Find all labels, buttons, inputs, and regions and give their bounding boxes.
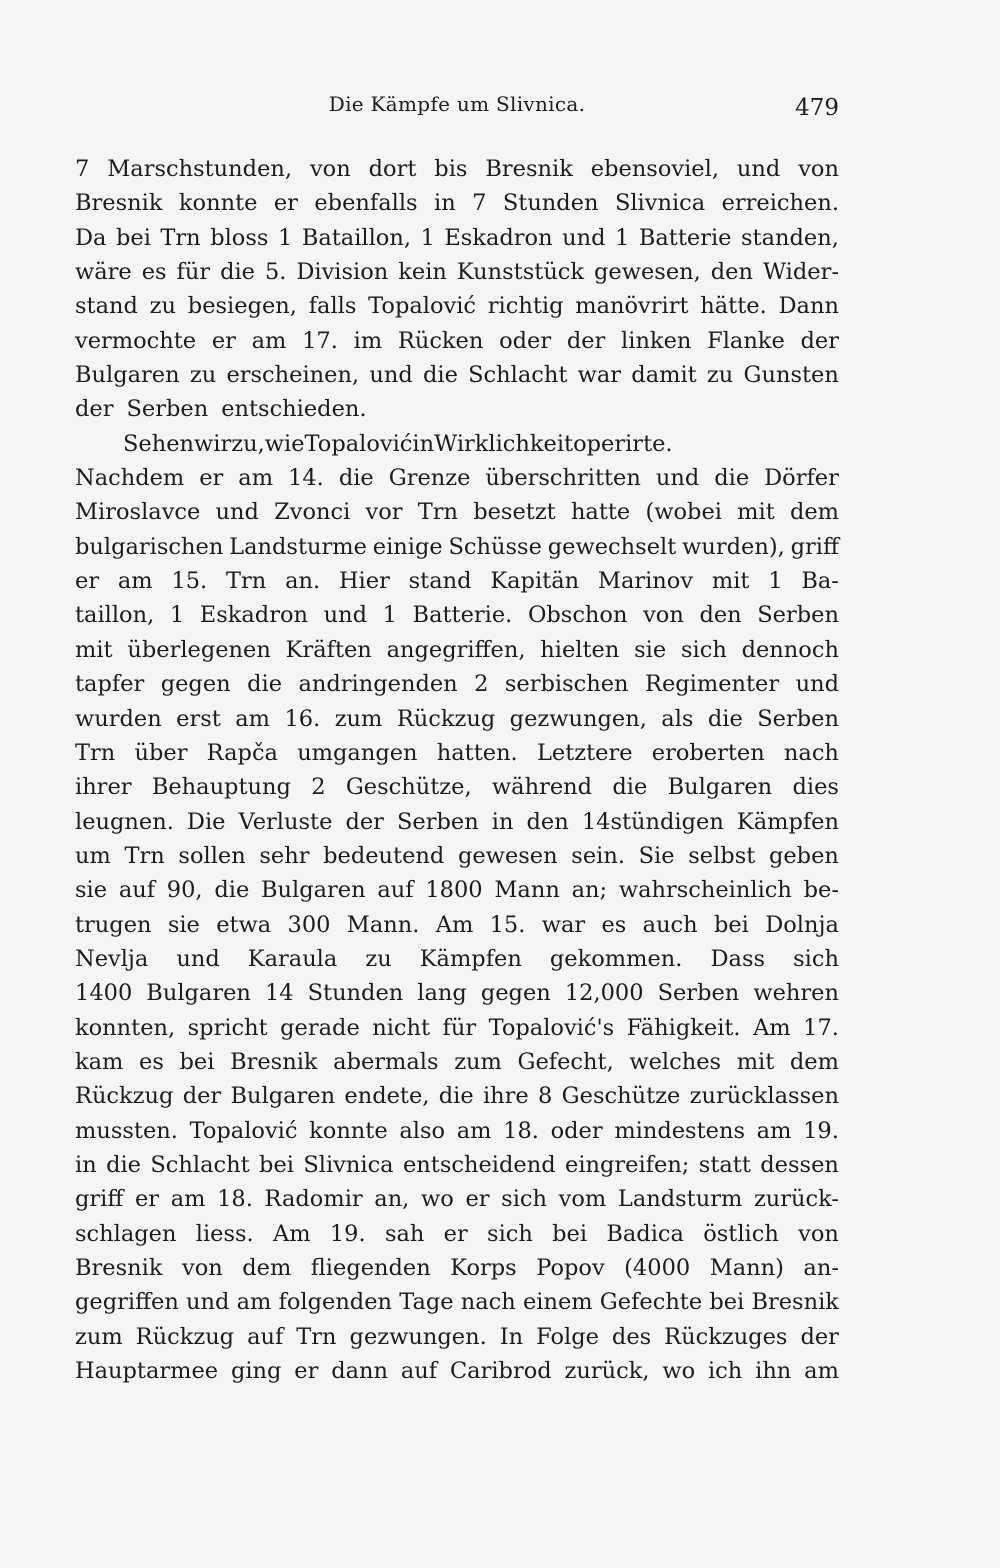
text-line: er am 15. Trn an. Hier stand Kapitän Marinov mit 1 Ba- bbox=[75, 568, 839, 595]
text-line: Nevlja und Karaula zu Kämpfen gekommen. Dass sich bbox=[75, 945, 839, 972]
text-line: Bresnik konnte er ebenfalls in 7 Stunden Slivnica erreichen. bbox=[75, 190, 839, 217]
text-line: in die Schlacht bei Slivnica entscheidend eingreifen; statt dessen bbox=[75, 1151, 839, 1178]
text-line: konnten, spricht gerade nicht für Topalović's Fähigkeit. Am 17. bbox=[75, 1014, 839, 1041]
text-line: Miroslavce und Zvonci vor Trn besetzt hatte (wobei mit dem bbox=[75, 499, 839, 526]
text-line: ihrer Behauptung 2 Geschütze, während die Bulgaren dies bbox=[75, 774, 839, 801]
text-line: vermochte er am 17. im Rücken oder der linken Flanke der bbox=[75, 327, 839, 354]
text-line: 7 Marschstunden, von dort bis Bresnik ebensoviel, und von bbox=[75, 156, 839, 182]
text-line: mit überlegenen Kräften angegriffen, hielten sie sich dennoch bbox=[75, 636, 839, 663]
text-line: kam es bei Bresnik abermals zum Gefecht, welches mit dem bbox=[75, 1048, 839, 1075]
text-line: stand zu besiegen, falls Topalović richtig manövrirt hätte. Dann bbox=[75, 293, 839, 320]
text-line: Bulgaren zu erscheinen, und die Schlacht war damit zu Gunsten bbox=[75, 362, 839, 389]
text-line: bulgarischen Landsturme einige Schüsse gewechselt wurden), griff bbox=[75, 533, 839, 560]
page-number: 479 bbox=[795, 95, 839, 121]
text-line: 1400 Bulgaren 14 Stunden lang gegen 12,000 Serben wehren bbox=[75, 980, 839, 1007]
page-header bbox=[75, 92, 839, 132]
text-line: schlagen liess. Am 19. sah er sich bei Badica östlich von bbox=[75, 1220, 839, 1247]
text-line: mussten. Topalović konnte also am 18. oder mindestens am 19. bbox=[75, 1117, 839, 1144]
text-line: Nachdem er am 14. die Grenze überschritten und die Dörfer bbox=[75, 465, 839, 492]
text-line: Bresnik von dem fliegenden Korps Popov (4000 Mann) an- bbox=[75, 1255, 839, 1281]
text-line: Rückzug der Bulgaren endete, die ihre 8 Geschütze zurücklassen bbox=[75, 1083, 839, 1110]
text-line: griff er am 18. Radomir an, wo er sich vom Landsturm zurück- bbox=[75, 1186, 839, 1213]
body-text bbox=[75, 152, 839, 1388]
text-line: wurden erst am 16. zum Rückzug gezwungen, als die Serben bbox=[75, 705, 839, 732]
text-line: trugen sie etwa 300 Mann. Am 15. war es auch bei Dolnja bbox=[75, 911, 839, 938]
text-line: sie auf 90, die Bulgaren auf 1800 Mann an; wahrscheinlich be- bbox=[75, 877, 839, 904]
running-title: Die Kämpfe um Slivnica. bbox=[328, 92, 586, 116]
text-line: um Trn sollen sehr bedeutend gewesen sein. Sie selbst geben bbox=[75, 842, 839, 869]
text-line: Sehenwirzu,wieTopalovićinWirklichkeitoperirte. bbox=[123, 430, 673, 457]
text-line: zum Rückzug auf Trn gezwungen. In Folge des Rückzuges der bbox=[75, 1323, 839, 1350]
text-line: Trn über Rapča umgangen hatten. Letztere eroberten nach bbox=[75, 739, 839, 766]
text-line: Hauptarmee ging er dann auf Caribrod zurück, wo ich ihn am bbox=[75, 1358, 839, 1385]
text-line: wäre es für die 5. Division kein Kunststück gewesen, den Wider- bbox=[75, 259, 839, 286]
text-line: der Serben entschieden. bbox=[75, 396, 367, 423]
text-line: tapfer gegen die andringenden 2 serbischen Regimenter und bbox=[75, 671, 839, 698]
text-line: Da bei Trn bloss 1 Bataillon, 1 Eskadron und 1 Batterie standen, bbox=[75, 224, 839, 251]
text-line: leugnen. Die Verluste der Serben in den 14stündigen Kämpfen bbox=[75, 808, 839, 835]
text-line: taillon, 1 Eskadron und 1 Batterie. Obschon von den Serben bbox=[75, 602, 839, 629]
text-line: gegriffen und am folgenden Tage nach einem Gefechte bei Bresnik bbox=[75, 1289, 839, 1316]
